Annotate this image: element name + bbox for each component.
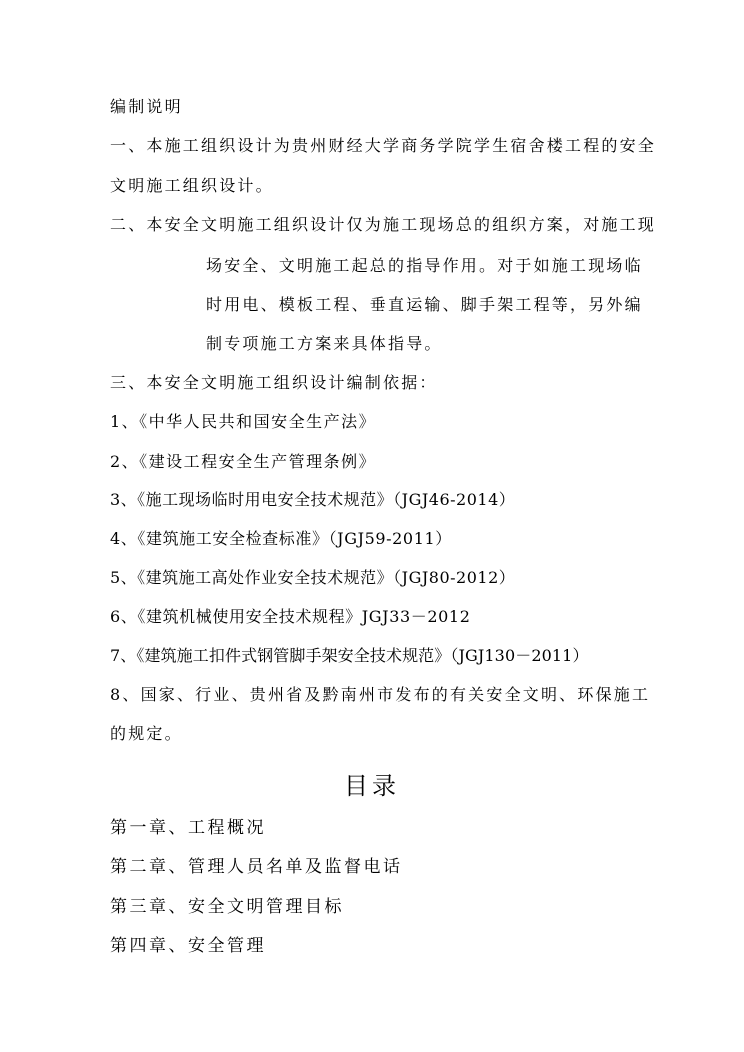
item2-line4: 制专项施工方案来具体指导。 [206, 334, 443, 353]
basis-item: 1、《中华人民共和国安全生产法》 [110, 412, 377, 431]
basis-item: 6、《建筑机械使用安全技术规程》JGJ33－2012 [110, 607, 471, 626]
basis-item: 8、国家、行业、贵州省及黔南州市发布的有关安全文明、环保施工 [110, 685, 651, 704]
item1-line2: 文明施工组织设计。 [110, 176, 274, 195]
basis-item: 5、《建筑施工高处作业安全技术规范》（JGJ80-2012） [110, 568, 516, 587]
toc-title: 目录 [344, 772, 400, 800]
item2-line2: 场安全、文明施工起总的指导作用。对于如施工现场临 [206, 256, 643, 275]
basis-item: 7、《建筑施工扣件式钢管脚手架安全技术规范》（JGJ130－2011） [110, 646, 589, 665]
toc-chapter-1: 第一章、工程概况 [110, 818, 266, 838]
item1-line1: 一、本施工组织设计为贵州财经大学商务学院学生宿舍楼工程的安全 [110, 136, 657, 155]
item2-line3: 时用电、模板工程、垂直运输、脚手架工程等，另外编 [206, 295, 643, 314]
basis-item: 的规定。 [110, 724, 183, 743]
preface-heading: 编制说明 [110, 97, 183, 116]
basis-item: 4、《建筑施工安全检查标准》（JGJ59-2011） [110, 529, 452, 548]
toc-chapter-3: 第三章、安全文明管理目标 [110, 897, 344, 917]
toc-chapter-2: 第二章、管理人员名单及监督电话 [110, 857, 403, 877]
toc-chapter-4: 第四章、安全管理 [110, 936, 266, 956]
basis-item: 3、《施工现场临时用电安全技术规范》（JGJ46-2014） [110, 490, 516, 509]
item3: 三、本安全文明施工组织设计编制依据： [110, 373, 438, 392]
basis-item: 2、《建设工程安全生产管理条例》 [110, 452, 377, 471]
item2-line1: 二、本安全文明施工组织设计仅为施工现场总的组织方案，对施工现 [110, 215, 657, 234]
